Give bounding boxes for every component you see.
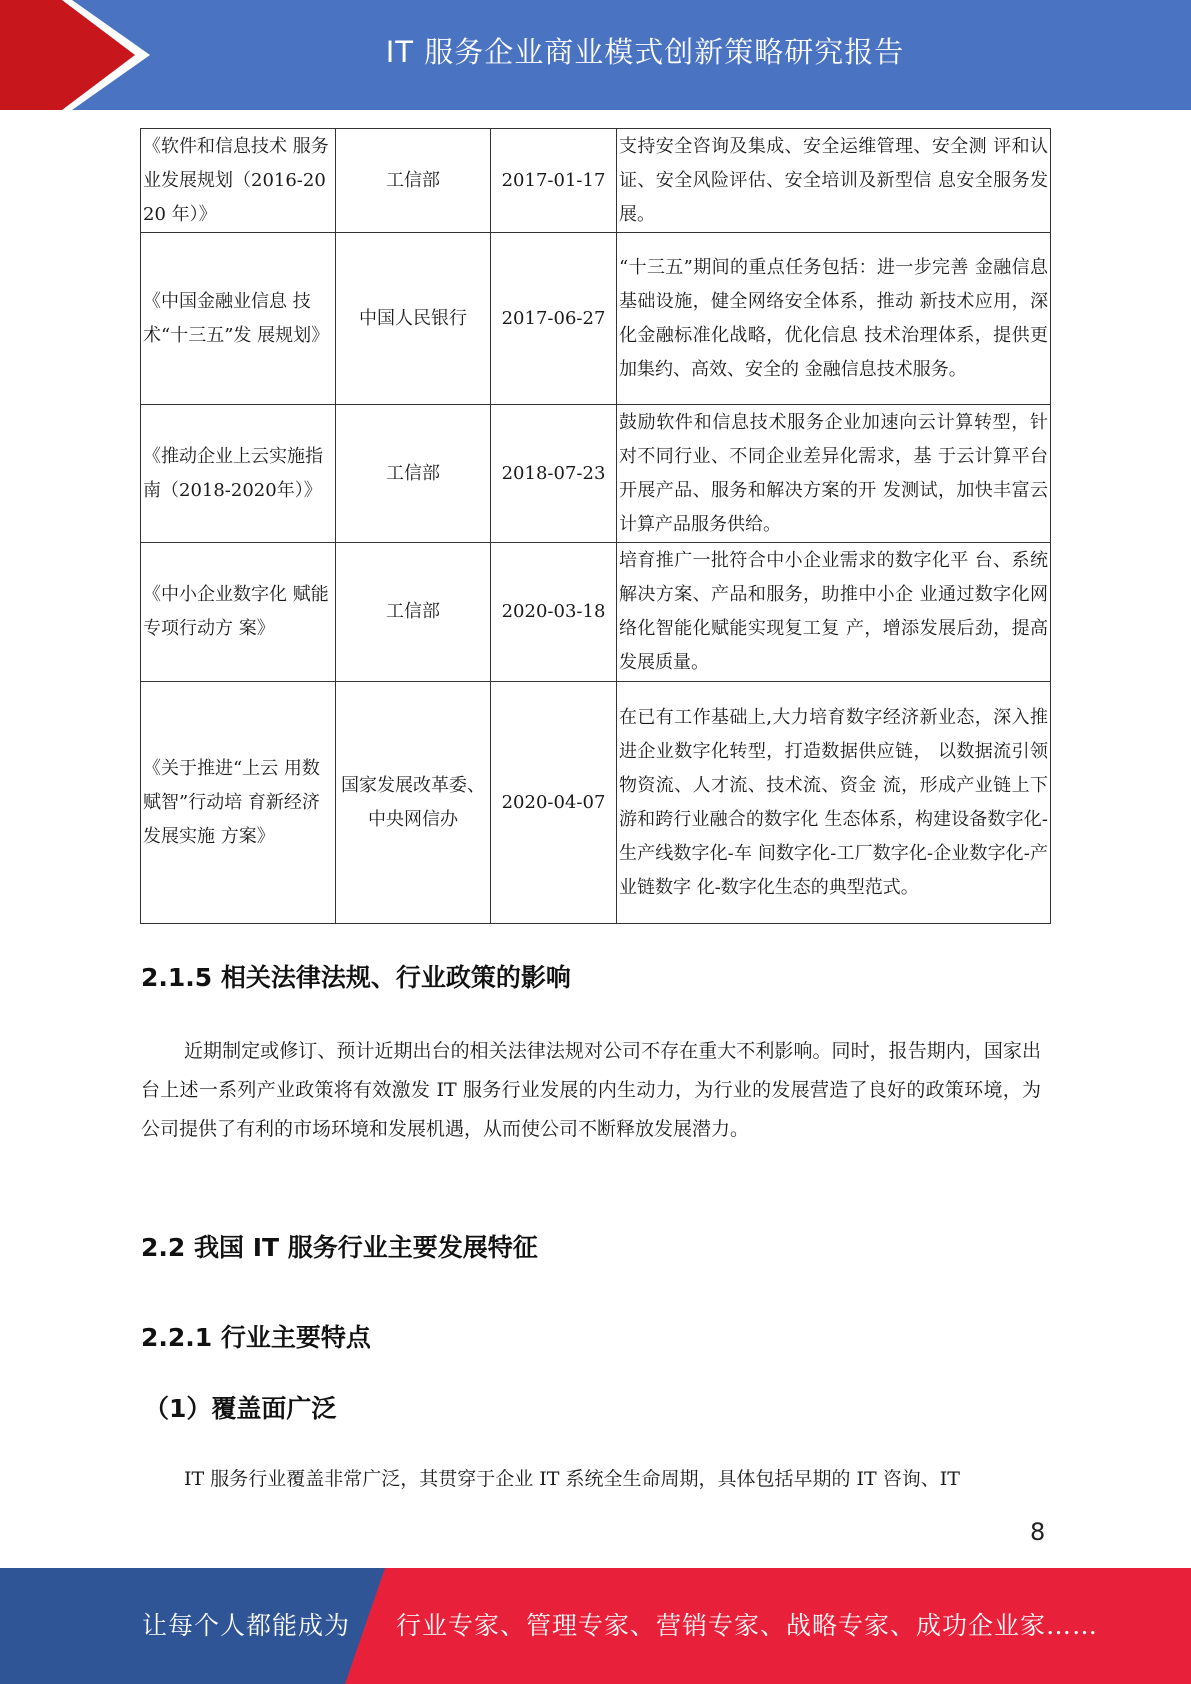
- report-title: IT 服务企业商业模式创新策略研究报告: [385, 35, 905, 69]
- policy-dept: 中国人民银行: [336, 233, 491, 405]
- policy-desc: 鼓励软件和信息技术服务企业加速向云计算转型，针对不同行业、不同企业差异化需求，基 于云计算平台开展产品、服务和解决方案的开 发测试，加快丰富云计算产品服务供给。: [617, 405, 1051, 543]
- policy-desc: “十三五”期间的重点任务包括：进一步完善 金融信息基础设施，健全网络安全体系，推动 新技术应用，深化金融标准化战略，优化信息 技术治理体系，提供更加集约、高效、安全的 金融信息技术服务。: [617, 233, 1051, 405]
- policy-desc: 在已有工作基础上,大力培育数字经济新业态，深入推进企业数字化转型，打造数据供应链， 以数据流引领物资流、人才流、技术流、资金 流，形成产业链上下游和跨行业融合的数字化 生态体系，构建设备数字化-生产线数字化-车 间数字化-工厂数字化-企业数字化-产业链数字 化-数字化生态的典型范式。: [617, 682, 1051, 924]
- page-number: 8: [1030, 1518, 1046, 1546]
- policy-dept: 工信部: [336, 405, 491, 543]
- table-row: [141, 543, 1051, 682]
- policy-date: 2020-04-07: [491, 682, 617, 924]
- footer-slogan-right: 行业专家、管理专家、营销专家、战略专家、成功企业家……: [396, 1611, 1099, 1640]
- section-heading-2-2: 2.2 我国 IT 服务行业主要发展特征: [141, 1233, 538, 1262]
- header-arrow-decoration: [0, 0, 150, 110]
- page-header: [0, 0, 1191, 110]
- section-heading-2-2-1: 2.2.1 行业主要特点: [141, 1323, 371, 1352]
- table-row: [141, 129, 1051, 233]
- policy-date: 2017-01-17: [491, 129, 617, 233]
- policy-table: [140, 128, 1051, 924]
- table-row: [141, 682, 1051, 924]
- policy-dept: 工信部: [336, 543, 491, 682]
- page-footer: [0, 1568, 1191, 1684]
- policy-dept: 国家发展改革委、中央网信办: [336, 682, 491, 924]
- section-heading-2-1-5: 2.1.5 相关法律法规、行业政策的影响: [141, 963, 571, 992]
- policy-date: 2018-07-23: [491, 405, 617, 543]
- section-body-2-1-5: 近期制定或修订、预计近期出台的相关法律法规对公司不存在重大不利影响。同时，报告期内，国家出台上述一系列产业政策将有效激发 IT 服务行业发展的内生动力，为行业的发展营造了良好的政策环境，为公司提供了有利的市场环境和发展机遇，从而使公司不断释放发展潜力。: [141, 1040, 1041, 1140]
- policy-name: 《关于推进“上云 用数赋智”行动培 育新经济发展实施 方案》: [141, 682, 336, 924]
- policy-name: 《中国金融业信息 技术“十三五”发 展规划》: [141, 233, 336, 405]
- policy-dept: 工信部: [336, 129, 491, 233]
- policy-name: 《软件和信息技术 服务业发展规划（2016-2020 年）》: [141, 129, 336, 233]
- policy-desc: 支持安全咨询及集成、安全运维管理、安全测 评和认证、安全风险评估、安全培训及新型信 息安全服务发展。: [617, 129, 1051, 233]
- policy-date: 2017-06-27: [491, 233, 617, 405]
- policy-name: 《推动企业上云实施指南（2018-2020年）》: [141, 405, 336, 543]
- subsection-heading: （1）覆盖面广泛: [144, 1394, 337, 1423]
- policy-desc: 培育推广一批符合中小企业需求的数字化平 台、系统解决方案、产品和服务，助推中小企 业通过数字化网络化智能化赋能实现复工复 产，增添发展后劲，提高发展质量。: [617, 543, 1051, 682]
- section-body-2-2-1: IT 服务行业覆盖非常广泛，其贯穿于企业 IT 系统全生命周期，具体包括早期的 IT 咨询、IT: [184, 1468, 960, 1490]
- table-row: [141, 405, 1051, 543]
- footer-slogan-left: 让每个人都能成为: [142, 1611, 351, 1640]
- policy-date: 2020-03-18: [491, 543, 617, 682]
- policy-name: 《中小企业数字化 赋能专项行动方 案》: [141, 543, 336, 682]
- table-row: [141, 233, 1051, 405]
